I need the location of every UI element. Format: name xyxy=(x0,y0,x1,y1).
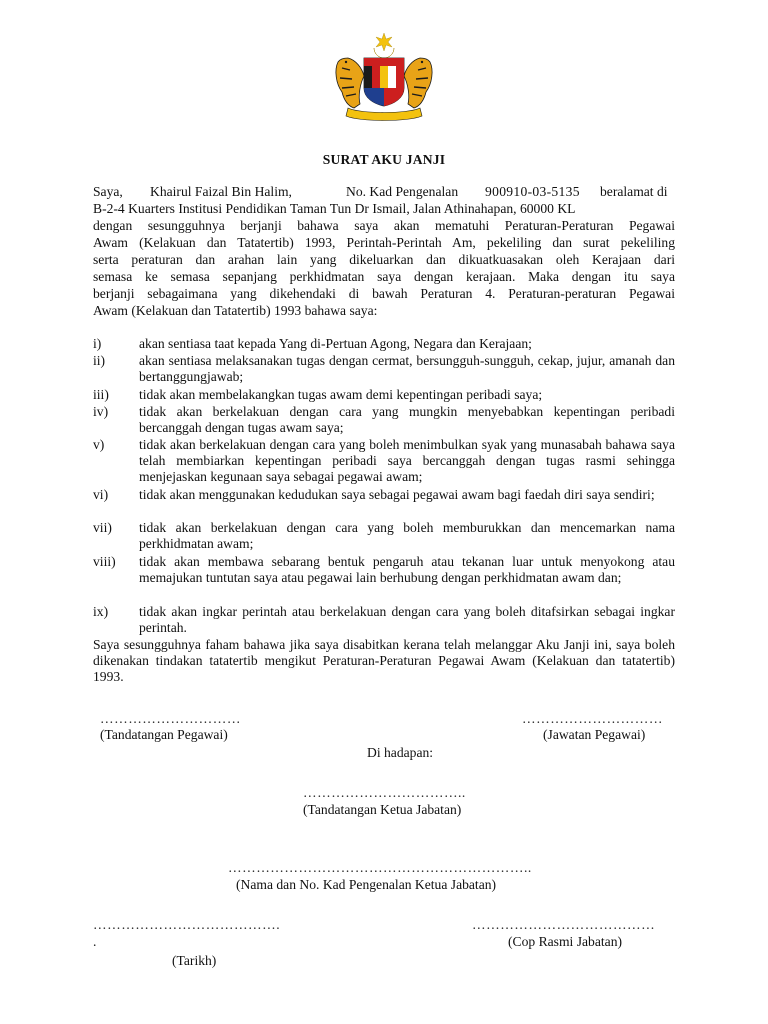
intro-line: dengan sesungguhnya berjanji bahawa saya akan mematuhi Peraturan-Peraturan Pegawai xyxy=(93,218,675,233)
tarikh-line: …………………………………. xyxy=(93,917,281,932)
intro-address-label: beralamat di xyxy=(600,184,668,199)
document-title: SURAT AKU JANJI xyxy=(322,152,446,167)
tarikh-label: (Tarikh) xyxy=(172,953,217,968)
dot-mark: . xyxy=(93,934,97,949)
list-item-number: i) xyxy=(93,336,102,351)
list-item-text: tidak akan membelakangkan tugas awam demi kepentingan peribadi saya; xyxy=(139,387,543,402)
intro-last-line: Awam (Kelakuan dan Tatatertib) 1993 bahawa saya: xyxy=(93,303,378,318)
cop-line: ………………………………… xyxy=(472,917,656,932)
di-hadapan-label: Di hadapan: xyxy=(367,745,434,760)
list-item-number: iii) xyxy=(93,387,109,402)
list-item-number: iv) xyxy=(93,404,109,419)
ketua-signature-line: …………………………….. xyxy=(303,785,466,800)
intro-ic-label: No. Kad Pengenalan xyxy=(346,184,459,199)
closing-paragraph: Saya sesungguhnya faham bahawa jika saya disabitkan kerana telah melanggar Aku Janji ini, saya boleh dikenakan tindakan tatatertib mengikut Peraturan-Peraturan Pegawai Awam (Kelakuan dan tatatertib) 1993. xyxy=(93,637,675,685)
list-item-text: tidak akan ingkar perintah atau berkelakuan dengan cara yang boleh ditafsirkan sebagai ingkar perintah. xyxy=(139,604,675,636)
list-item-text: tidak akan membawa sebarang bentuk pengaruh atau tekanan luar untuk menyokong atau memajukan tuntutan saya atau pegawai lain berhubung dengan perkhidmatan awam dan; xyxy=(139,554,675,586)
list-item-number: vii) xyxy=(93,520,112,535)
pegawai-signature-label: (Tandatangan Pegawai) xyxy=(100,727,228,742)
nama-ic-line: ……………………………………………………….. xyxy=(228,860,532,875)
intro-line: Awam (Kelakuan dan Tatatertib) 1993, Perintah-Perintah Am, pekeliling dan surat pekeliling xyxy=(93,235,675,250)
jawatan-label: (Jawatan Pegawai) xyxy=(543,727,646,742)
list-item-number: ii) xyxy=(93,353,106,368)
nama-ic-label: (Nama dan No. Kad Pengenalan Ketua Jabatan) xyxy=(236,877,497,892)
intro-line: berjanji sebagaimana yang dikehendaki di bawah Peraturan 4. Peraturan-peraturan Pegawai xyxy=(93,286,675,301)
intro-saya-label: Saya, xyxy=(93,184,123,199)
coat-of-arms-crest xyxy=(330,32,438,124)
list-item-text: tidak akan berkelakuan dengan cara yang boleh memburukkan dan mencemarkan nama perkhidmatan awam; xyxy=(139,520,675,552)
list-item-number: ix) xyxy=(93,604,109,619)
list-item-number: viii) xyxy=(93,554,116,569)
cop-label: (Cop Rasmi Jabatan) xyxy=(508,934,623,949)
list-item-text: tidak akan berkelakuan dengan cara yang mungkin menyebabkan kepentingan peribadi bercanggah dengan tugas awam saya; xyxy=(139,404,675,436)
list-item-number: vi) xyxy=(93,487,109,502)
intro-name: Khairul Faizal Bin Halim, xyxy=(150,184,292,199)
intro-address: B-2-4 Kuarters Institusi Pendidikan Taman Tun Dr Ismail, Jalan Athinahapan, 60000 KL xyxy=(93,201,576,216)
list-item-text: akan sentiasa taat kepada Yang di-Pertuan Agong, Negara dan Kerajaan; xyxy=(139,336,532,351)
pegawai-signature-line: ………………………… xyxy=(100,711,241,726)
list-item-text: tidak akan berkelakuan dengan cara yang boleh menimbulkan syak yang munasabah bahawa saya telah membiarkan kepentingan peribadi saya bercanggah dengan tugas rasmi sehingga menjejaskan kegunaan saya sebagai pegawai awam; xyxy=(139,437,675,485)
intro-line: serta peraturan dan arahan lain yang dikeluarkan dan dikuatkuasakan oleh Kerajaan dari xyxy=(93,252,675,267)
intro-ic-number: 900910-03-5135 xyxy=(485,184,580,199)
ketua-signature-label: (Tandatangan Ketua Jabatan) xyxy=(303,802,462,817)
list-item-number: v) xyxy=(93,437,105,452)
jawatan-line: ………………………… xyxy=(522,711,663,726)
intro-line: semasa ke semasa sepanjang perkhidmatan saya dengan kerajaan. Maka dengan itu saya xyxy=(93,269,675,284)
list-item-text: akan sentiasa melaksanakan tugas dengan cermat, bersungguh-sungguh, cekap, jujur, amanah dan bertanggungjawab; xyxy=(139,353,675,385)
list-item-text: tidak akan menggunakan kedudukan saya sebagai pegawai awam bagi faedah diri saya sendiri; xyxy=(139,487,655,502)
